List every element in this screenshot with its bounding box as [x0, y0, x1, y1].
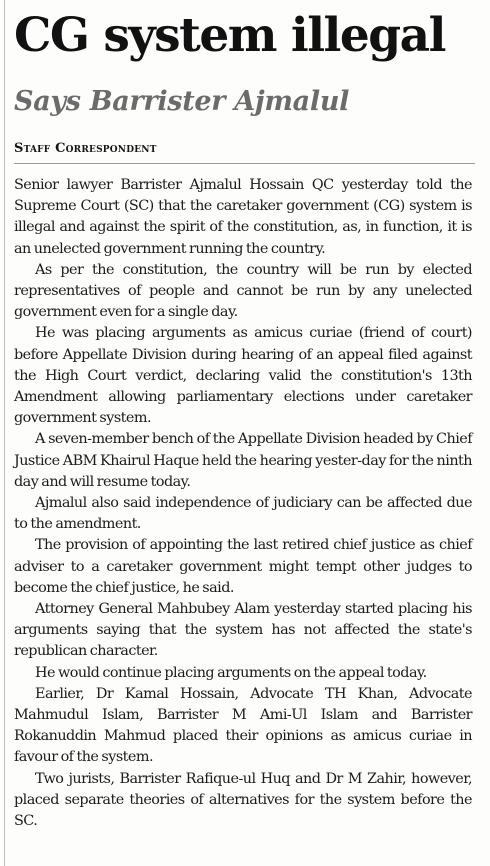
article-paragraph: He was placing arguments as amicus curiae (friend of court) before Appellate Division during hearing of an appeal filed against the High Court verdict, declaring valid the constitution's 13th Amendment allowing parliamentary elections under caretaker government system. — [14, 325, 472, 427]
article-paragraph: Attorney General Mahbubey Alam yesterday started placing his arguments saying that the system has not affected the state's republican character. — [14, 601, 472, 660]
article-paragraph: Earlier, Dr Kamal Hossain, Advocate TH Khan, Advocate Mahmudul Islam, Barrister M Ami-Ul Islam and Barrister Rokanuddin Mahmud placed their opinions as amicus curiae in favour of the system. — [14, 685, 472, 766]
article-paragraph: Senior lawyer Barrister Ajmalul Hossain QC yesterday told the Supreme Court (SC) that the caretaker government (CG) system is illegal and against the spirit of the constitution, as, in function, it is an unelected government running the country. — [14, 177, 472, 257]
article-paragraph: A seven-member bench of the Appellate Division headed by Chief Justice ABM Khairul Haque held the hearing yester-day for the ninth day and will resume today. — [14, 431, 472, 490]
article-paragraph: As per the constitution, the country will be run by elected representatives of people and cannot be run by any unelected government even for a single day. — [14, 261, 472, 321]
subheadline: Says Barrister Ajmalul — [14, 86, 350, 117]
byline-divider — [14, 163, 475, 164]
article-paragraph: The provision of appointing the last retired chief justice as chief adviser to a caretaker government might tempt other judges to become the chief justice, he said. — [14, 537, 472, 596]
article-paragraph: Ajmalul also said independence of judiciary can be affected due to the amendment. — [14, 495, 472, 533]
article-paragraph: Two jurists, Barrister Rafique-ul Huq and Dr M Zahir, however, placed separate theories of alternatives for the system before the SC. — [14, 770, 472, 830]
headline: CG system illegal — [14, 8, 445, 63]
column-rule — [4, 0, 5, 866]
article-paragraph: He would continue placing arguments on the appeal today. — [35, 664, 427, 681]
byline: Staff Correspondent — [14, 141, 157, 156]
article-body — [14, 175, 472, 832]
